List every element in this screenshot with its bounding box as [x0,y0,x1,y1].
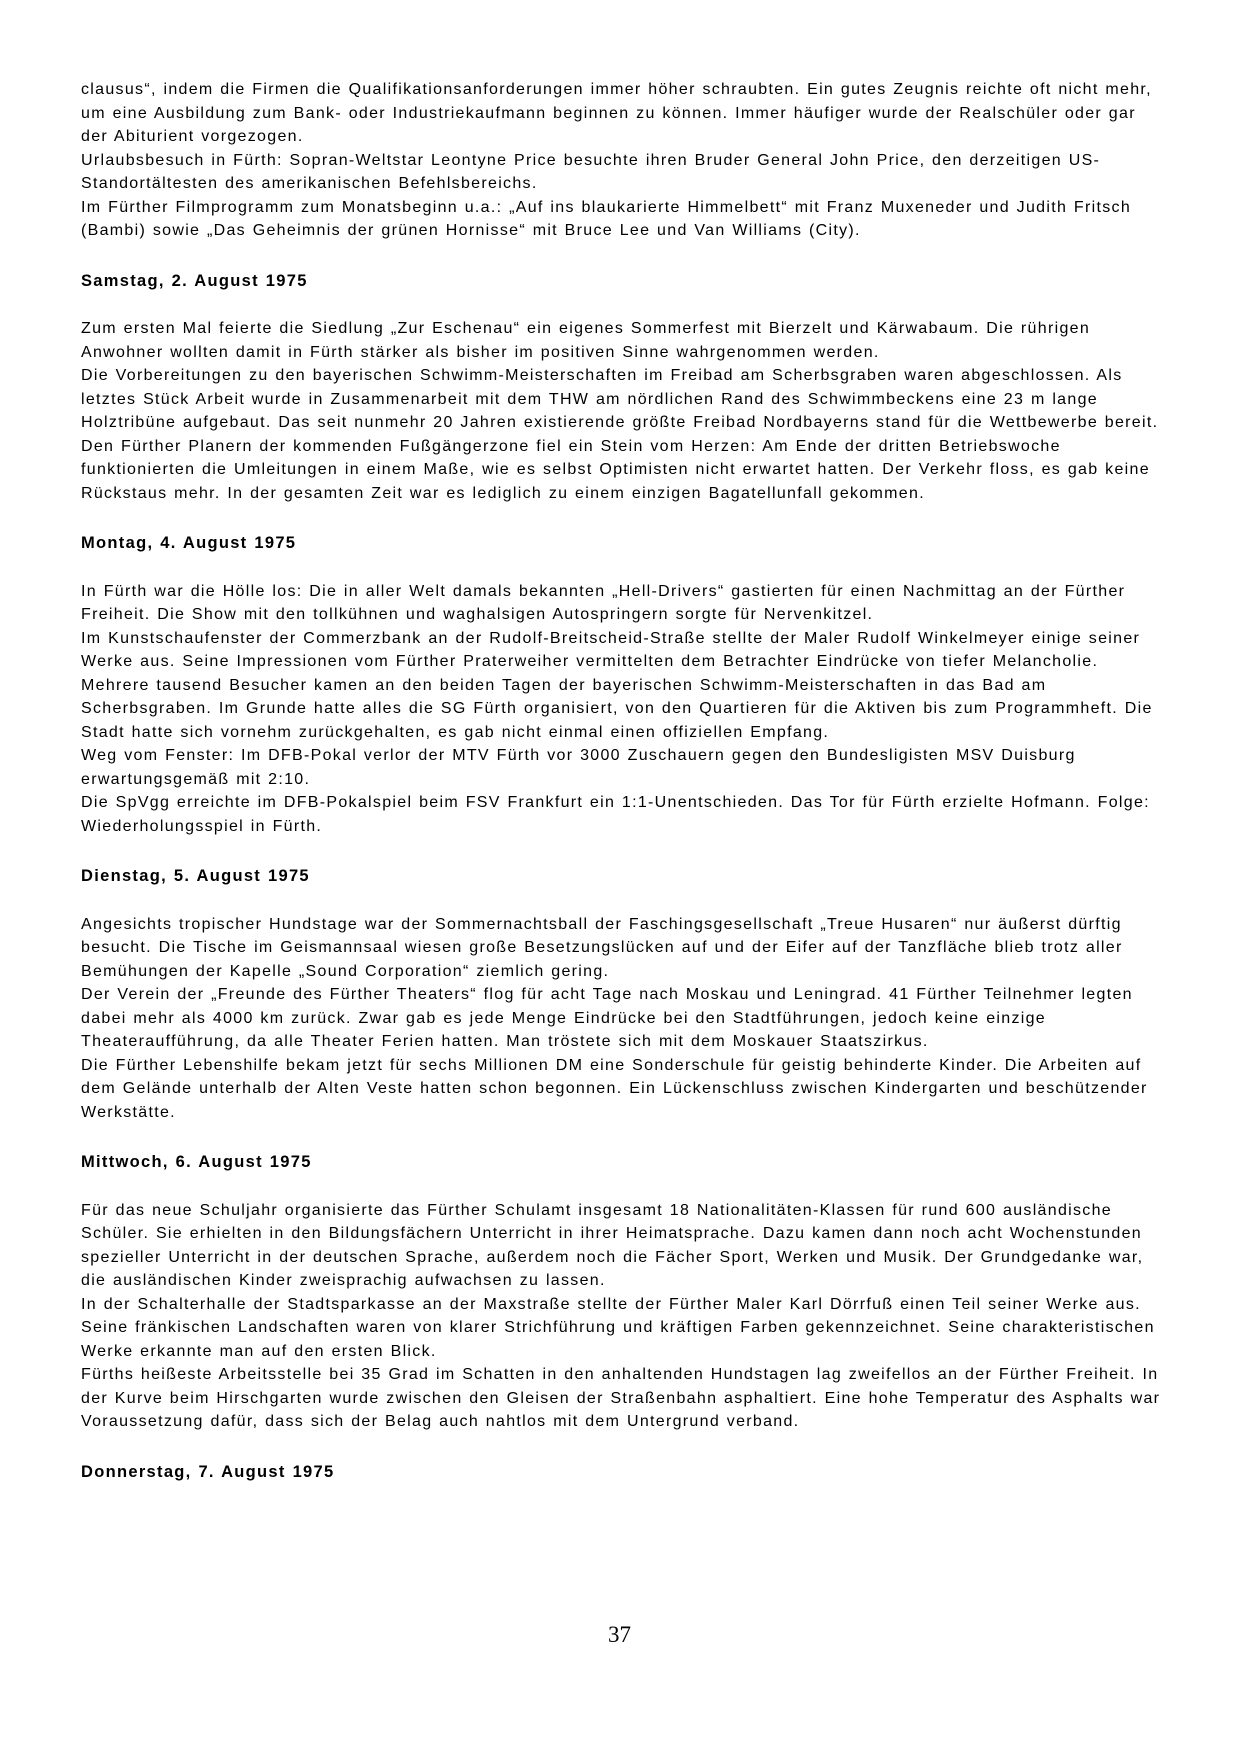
paragraph: In der Schalterhalle der Stadtsparkasse an der Maxstraße stellte der Fürther Maler Karl Dörrfuß einen Teil seiner Werke aus. Seine fränkischen Landschaften waren von klarer Strichführung und kräftigen Farben gekennzeichnet. Seine charakteristischen Werke erkannte man auf den ersten Blick. [81,1295,1155,1360]
paragraph: Im Fürther Filmprogramm zum Monatsbeginn u.a.: „Auf ins blaukarierte Himmelbett“ mit Franz Muxeneder und Judith Fritsch (Bambi) sowie „Das Geheimnis der grünen Hornisse“ mit Bruce Lee und Van Williams (City). [81,198,1132,239]
paragraph: Fürths heißeste Arbeitsstelle bei 35 Grad im Schatten in den anhaltenden Hundstagen lag zweifellos an der Fürther Freiheit. In der Kurve beim Hirschgarten wurde zwischen den Gleisen der Straßenbahn asphaltiert. Eine hohe Temperatur des Asphalts war Voraussetzung dafür, dass sich der Belag auch nahtlos mit dem Untergrund verband. [81,1366,1161,1430]
paragraph: Die Fürther Lebenshilfe bekam jetzt für sechs Millionen DM eine Sonderschule für geistig behinderte Kinder. Die Arbeiten auf dem Gelände unterhalb der Alten Veste hatten schon begonnen. Ein Lückenschluss zwischen Kindergarten und beschützender Werkstätte. [81,1056,1148,1121]
paragraph: Die Vorbereitungen zu den bayerischen Schwimm-Meisterschaften im Freibad am Scherbsgraben waren abgeschlossen. Als letztes Stück Arbeit wurde in Zusammenarbeit mit dem THW am nördlichen Rand des Schwimmbeckens eine 23 m lange Holztribüne aufgebaut. Das seit nunmehr 20 Jahren existierende größte Freibad Nordbayerns stand für die Wettbewerbe bereit. [81,367,1159,431]
paragraph: Angesichts tropischer Hundstage war der Sommernachtsball der Faschingsgesellschaft „Treue Husaren“ nur äußerst dürftig besucht. Die Tische im Geismannsaal wiesen große Besetzungslücken auf und der Eifer auf der Tanzfläche blieb trotz aller Bemühungen der Kapelle „Sound Corporation“ ziemlich gering. [81,915,1123,980]
paragraph: clausus“, indem die Firmen die Qualifikationsanforderungen immer höher schraubten. Ein gutes Zeugnis reichte oft nicht mehr, um eine Ausbildung zum Bank- oder Industriekaufmann beginnen zu können. Immer häufiger wurde der Realschüler oder gar der Abiturient vorgezogen. [81,81,1152,145]
paragraph: Weg vom Fenster: Im DFB-Pokal verlor der MTV Fürth vor 3000 Zuschauern gegen den Bundesligisten MSV Duisburg erwartungsgemäß mit 2:10. [81,747,1076,788]
section-heading: Dienstag, 5. August 1975 [81,867,310,885]
paragraph: Für das neue Schuljahr organisierte das Fürther Schulamt insgesamt 18 Nationalitäten-Klassen für rund 600 ausländische Schüler. Sie erhielten in den Bildungsfächern Unterricht in ihrer Heimatsprache. Dazu kamen dann noch acht Wochenstunden spezieller Unterricht in der deutschen Sprache, außerdem noch die Fächer Sport, Werken und Musik. Der Grundgedanke war, die ausländischen Kinder zweisprachig aufwachsen zu lassen. [81,1201,1144,1289]
paragraph: Mehrere tausend Besucher kamen an den beiden Tagen der bayerischen Schwimm-Meisterschaften in das Bad am Scherbsgraben. Im Grunde hatte alles die SG Fürth organisiert, von den Quartieren für die Aktiven bis zum Programmheft. Die Stadt hatte sich vornehm zurückgehalten, es gab nicht einmal einen offiziellen Empfang. [81,676,1153,741]
paragraph: Der Verein der „Freunde des Fürther Theaters“ flog für acht Tage nach Moskau und Leningrad. 41 Fürther Teilnehmer legten dabei mehr als 4000 km zurück. Zwar gab es jede Menge Eindrücke bei den Stadtführungen, jedoch keine einzige Theateraufführung, da alle Theater Ferien hatten. Man tröstete sich mit dem Moskauer Staatszirkus. [81,986,1133,1050]
continuation-block [81,78,1163,243]
section-heading: Montag, 4. August 1975 [81,534,297,552]
paragraph: Zum ersten Mal feierte die Siedlung „Zur Eschenau“ ein eigenes Sommerfest mit Bierzelt und Kärwabaum. Die rührigen Anwohner wollten damit in Fürth stärker als bisher im positiven Sinne wahrgenommen werden. [81,320,1091,361]
paragraph: In Fürth war die Hölle los: Die in aller Welt damals bekannten „Hell-Drivers“ gastierten für einen Nachmittag an der Fürther Freiheit. Die Show mit den tollkühnen und waghalsigen Autospringern sorgte für Nervenkitzel. [81,582,1126,623]
sections-block [81,270,1163,1485]
paragraph: Urlaubsbesuch in Fürth: Sopran-Weltstar Leontyne Price besuchte ihren Bruder General John Price, den derzeitigen US-Standortältesten des amerikanischen Befehlsbereichs. [81,151,1101,192]
paragraph: Die SpVgg erreichte im DFB-Pokalspiel beim FSV Frankfurt ein 1:1-Unentschieden. Das Tor für Fürth erzielte Hofmann. Folge: Wiederholungsspiel in Fürth. [81,794,1150,835]
section-heading: Mittwoch, 6. August 1975 [81,1153,312,1171]
page-content [81,78,1163,1508]
section-heading: Samstag, 2. August 1975 [81,271,308,290]
paragraph: Den Fürther Planern der kommenden Fußgängerzone fiel ein Stein vom Herzen: Am Ende der dritten Betriebswoche funktionierten die Umleitungen in einem Maße, wie es selbst Optimisten nicht erwartet hatten. Der Verkehr floss, es gab keine Rückstaus mehr. In der gesamten Zeit war es lediglich zu einem einzigen Bagatellunfall gekommen. [81,437,1150,502]
paragraph: Im Kunstschaufenster der Commerzbank an der Rudolf-Breitscheid-Straße stellte der Maler Rudolf Winkelmeyer einige seiner Werke aus. Seine Impressionen vom Fürther Praterweiher vermittelten dem Betrachter Eindrücke von tiefer Melancholie. [81,629,1141,670]
section-heading: Donnerstag, 7. August 1975 [81,1462,335,1481]
page-number: 37 [608,1622,631,1647]
